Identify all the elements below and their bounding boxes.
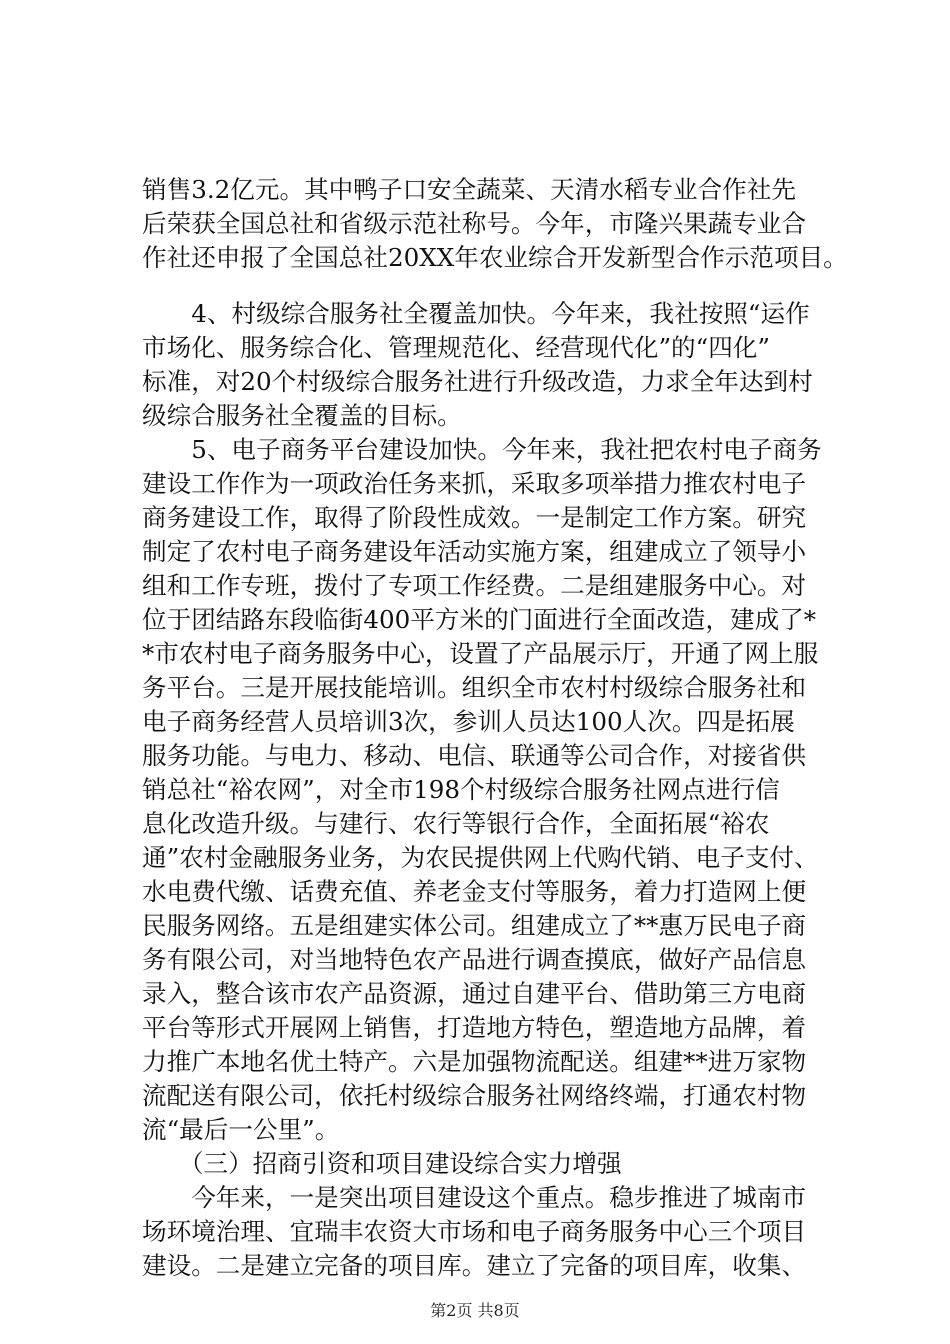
text-line: 市场化、服务综合化、管理规范化、经营现代化”的“四化” bbox=[142, 333, 770, 362]
text-line: 电子商务经营人员培训3次，参训人员达100人次。四是拓展 bbox=[142, 707, 795, 736]
text-line: 位于团结路东段临街400平方米的门面进行全面改造，建成了* bbox=[142, 605, 817, 634]
text-line: 流配送有限公司，依托村级综合服务社网络终端，打通农村物 bbox=[142, 1081, 807, 1110]
text-line: 务平台。三是开展技能培训。组织全市农村村级综合服务社和 bbox=[142, 673, 807, 702]
text-line: 录入，整合该市农产品资源，通过自建平台、借助第三方电商 bbox=[142, 979, 807, 1008]
text-line: 建设。二是建立完备的项目库。建立了完备的项目库，收集、 bbox=[142, 1251, 807, 1280]
text-line: 制定了农村电子商务建设年活动实施方案，组建成立了领导小 bbox=[142, 537, 807, 566]
text-line: 5、电子商务平台建设加快。今年来，我社把农村电子商务 bbox=[142, 435, 822, 464]
section-heading: （三）招商引资和项目建设综合实力增强 bbox=[142, 1149, 622, 1178]
text-line: 今年来，一是突出项目建设这个重点。稳步推进了城南市 bbox=[142, 1183, 807, 1212]
text-line: 销售3.2亿元。其中鸭子口安全蔬菜、天清水稻专业合作社先 bbox=[142, 175, 796, 204]
text-line: 平台等形式开展网上销售，打造地方特色，塑造地方品牌，着 bbox=[142, 1013, 807, 1042]
text-line: 场环境治理、宜瑞丰农资大市场和电子商务服务中心三个项目 bbox=[142, 1217, 807, 1246]
text-line: 力推广本地名优土特产。六是加强物流配送。组建**进万家物 bbox=[142, 1047, 807, 1076]
text-line: 建设工作作为一项政治任务来抓，采取多项举措力推农村电子 bbox=[142, 469, 807, 498]
text-line: 息化改造升级。与建行、农行等银行合作，全面拓展“裕农 bbox=[142, 809, 770, 838]
text-line: 通”农村金融服务业务，为农民提供网上代购代销、电子支付、 bbox=[142, 843, 819, 872]
text-line: 组和工作专班，拨付了专项工作经费。二是组建服务中心。对 bbox=[142, 571, 807, 600]
text-line: 务有限公司，对当地特色农产品进行调查摸底，做好产品信息 bbox=[142, 945, 807, 974]
text-line: 级综合服务社全覆盖的目标。 bbox=[142, 401, 462, 430]
text-line: 服务功能。与电力、移动、电信、联通等公司合作，对接省供 bbox=[142, 741, 807, 770]
text-line: 作社还申报了全国总社20XX年农业综合开发新型合作示范项目。 bbox=[142, 243, 848, 272]
text-line: 标准，对20个村级综合服务社进行升级改造，力求全年达到村 bbox=[142, 367, 813, 396]
text-line: 4、村级综合服务社全覆盖加快。今年来，我社按照“运作 bbox=[142, 299, 810, 328]
text-line: 水电费代缴、话费充值、养老金支付等服务，着力打造网上便 bbox=[142, 877, 807, 906]
text-line: 流“最后一公里”。 bbox=[142, 1115, 340, 1144]
text-line: 销总社“裕农网”，对全市198个村级综合服务社网点进行信 bbox=[142, 775, 780, 804]
text-line: 后荣获全国总社和省级示范社称号。今年，市隆兴果蔬专业合 bbox=[142, 209, 807, 238]
text-line: 民服务网络。五是组建实体公司。组建成立了**惠万民电子商 bbox=[142, 911, 807, 940]
page-footer: 第2页 共8页 bbox=[430, 1301, 520, 1320]
text-line: 商务建设工作，取得了阶段性成效。一是制定工作方案。研究 bbox=[142, 503, 807, 532]
text-line: *市农村电子商务服务中心，设置了产品展示厅，开通了网上服 bbox=[142, 639, 819, 668]
